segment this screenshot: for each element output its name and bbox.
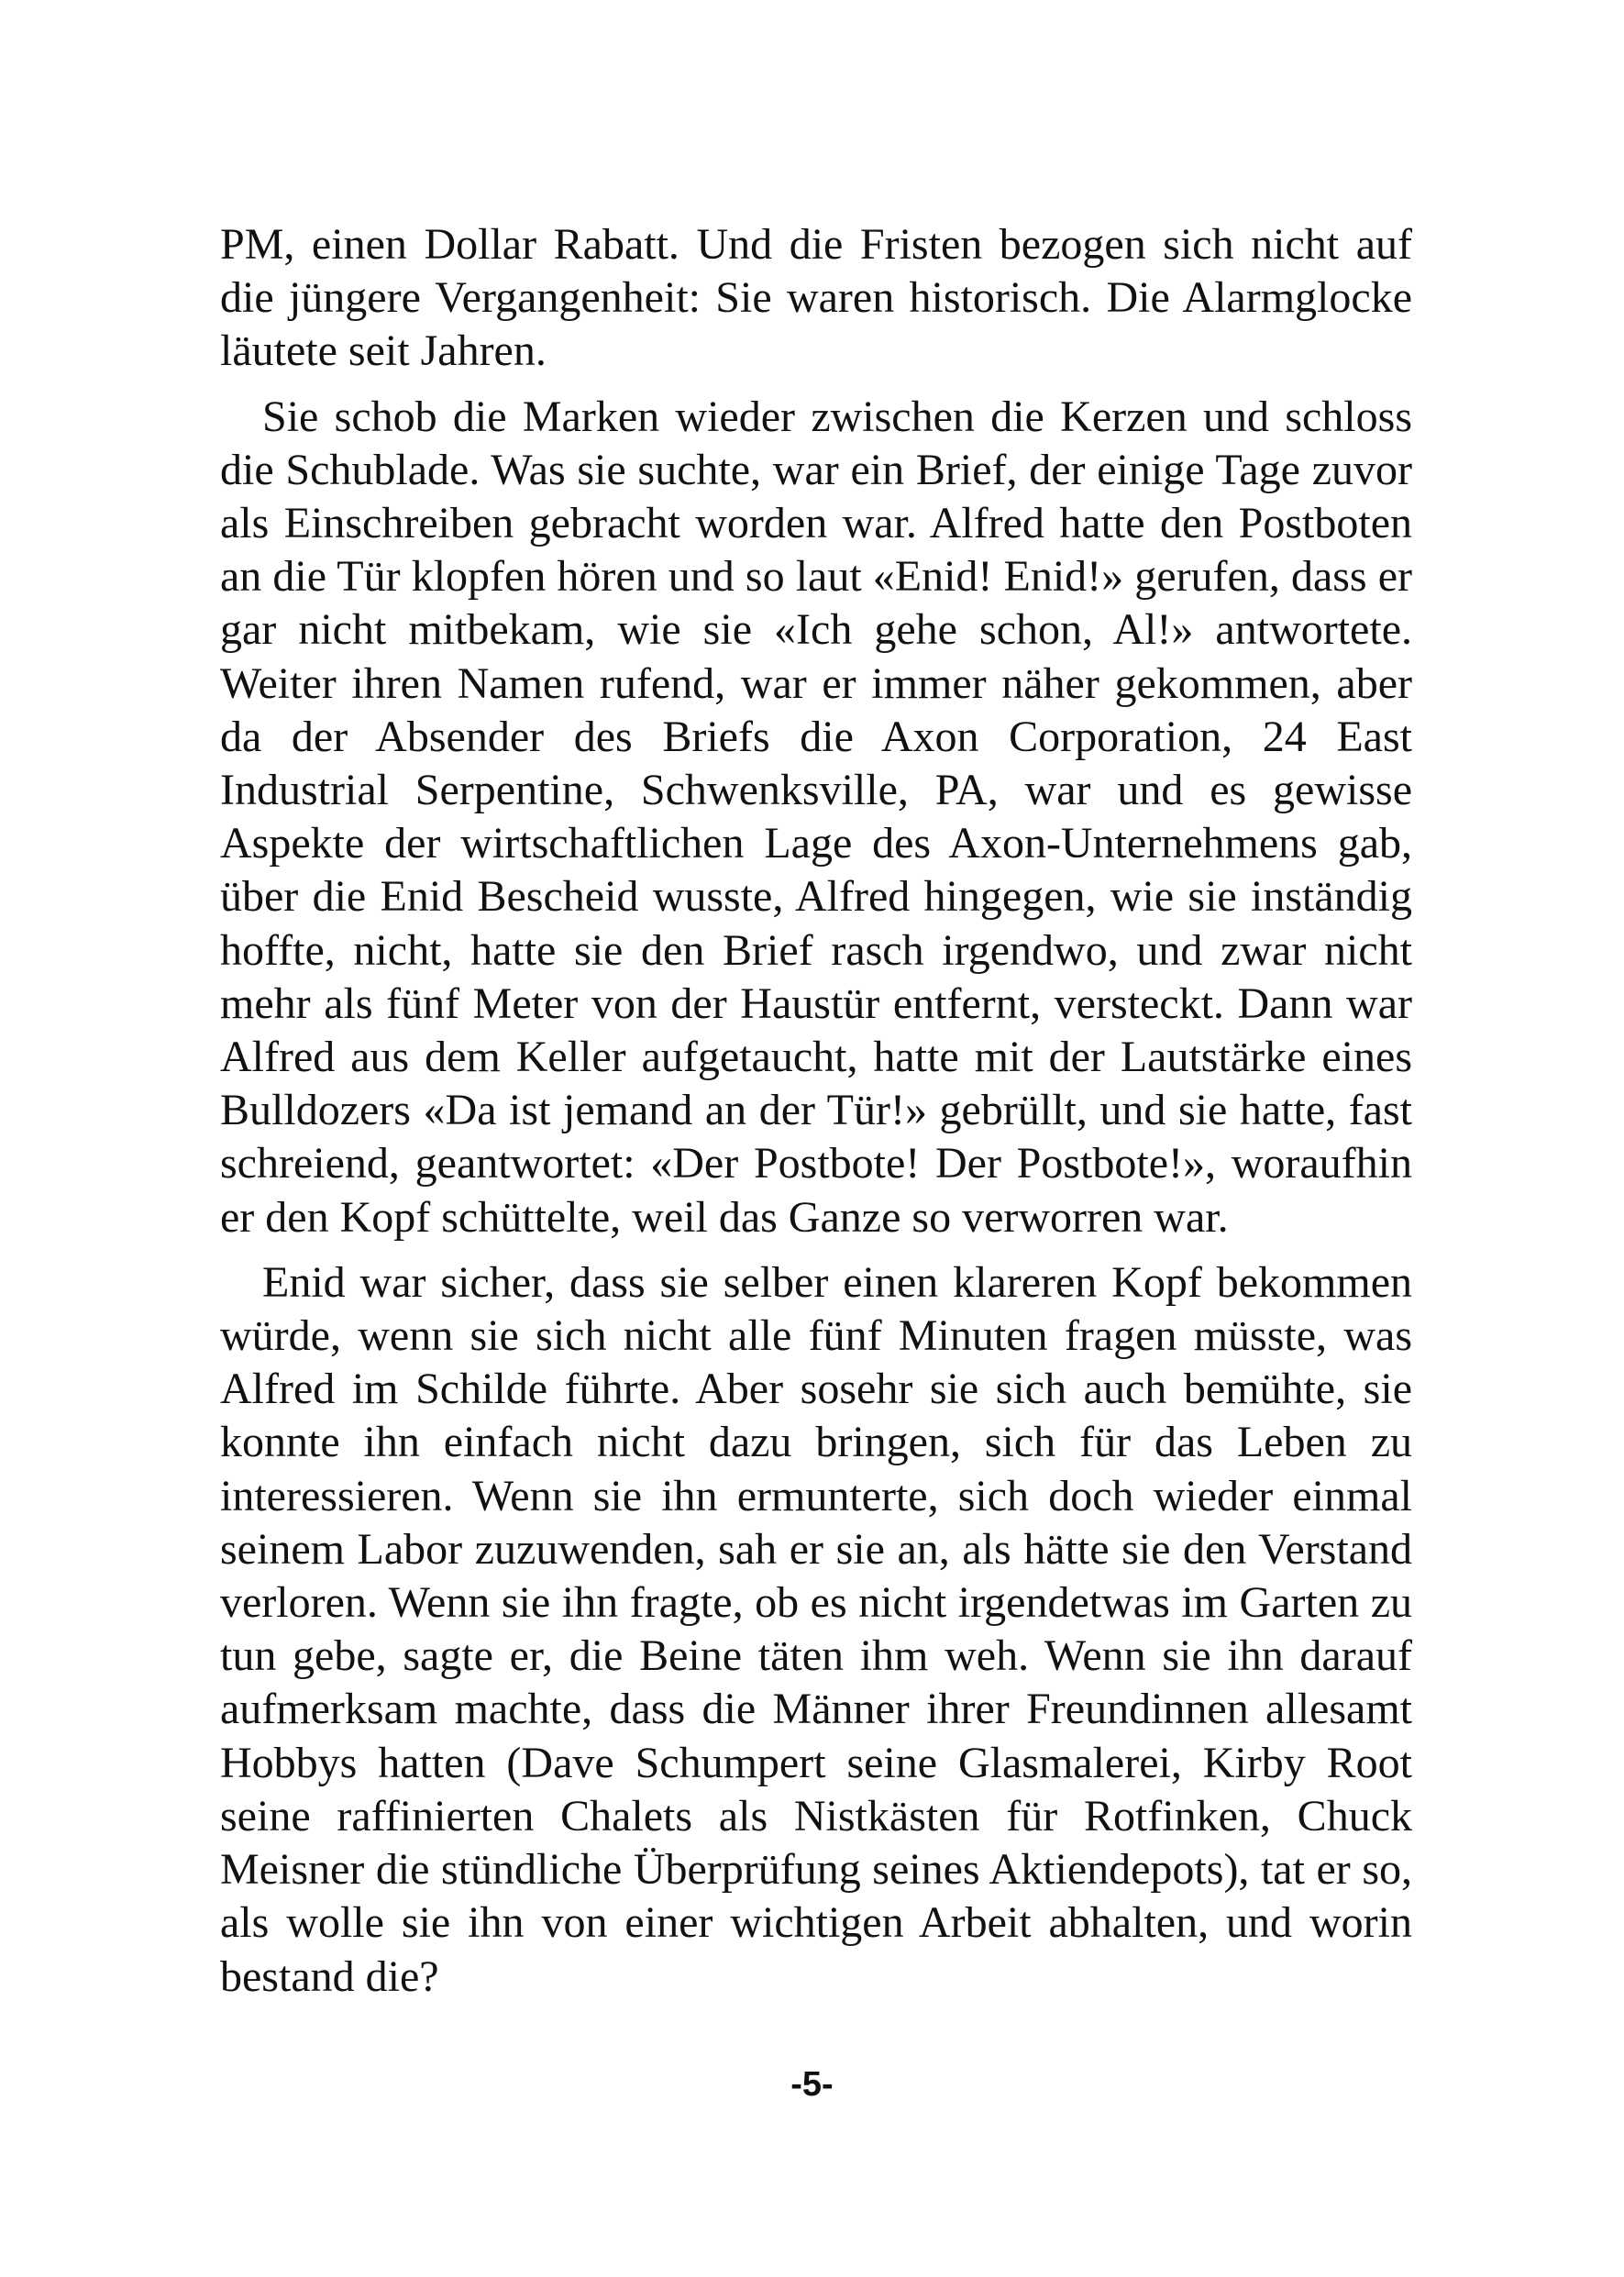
page-number: -5- [790,2065,834,2104]
paragraph-3: Enid war sicher, dass sie selber einen klareren Kopf bekommen würde, wenn sie sich nicht alle fünf Minuten fragen müsste, was Alfred im Schilde führte. Aber sosehr sie sich auch bemühte, sie konnte ihn einfach nicht dazu bringen, sich für das Leben zu interessieren. Wenn sie ihn ermunterte, sich doch wieder einmal seinem Labor zuzuwenden, sah er sie an, als hätte sie den Verstand verloren. Wenn sie ihn fragte, ob es nicht irgendetwas im Garten zu tun gebe, sagte er, die Beine täten ihm weh. Wenn sie ihn darauf aufmerksam machte, dass die Männer ihrer Freundinnen allesamt Hobbys hatten (Dave Schumpert seine Glasmalerei, Kirby Root seine raffinierten Chalets als Nistkästen für Rotfinken, Chuck Meisner die stündliche Überprüfung seines Aktiendepots), tat er so, als wolle sie ihn von einer wichtigen Arbeit abhalten, und worin bestand die? [220,1257,1412,2001]
paragraph-1: PM, einen Dollar Rabatt. Und die Fristen bezogen sich nicht auf die jüngere Vergangenheit: Sie waren historisch. Die Alarmglocke läutete seit Jahren. [220,220,1412,376]
paragraph-2: Sie schob die Marken wieder zwischen die Kerzen und schloss die Schublade. Was sie suchte, war ein Brief, der einige Tage zuvor als Einschreiben gebracht worden war. Alfred hatte den Postboten an die Tür klopfen hören und so laut «Enid! Enid!» gerufen, dass er gar nicht mitbekam, wie sie «Ich gehe schon, Al!» antwortete. Weiter ihren Namen rufend, war er immer näher gekommen, aber da der Absender des Briefs die Axon Corporation, 24 East Industrial Serpentine, Schwenksville, PA, war und es gewisse Aspekte der wirtschaftlichen Lage des Axon-Unternehmens gab, über die Enid Bescheid wusste, Alfred hingegen, wie sie inständig hoffte, nicht, hatte sie den Brief rasch irgendwo, und zwar nicht mehr als fünf Meter von der Haustür entfernt, versteckt. Dann war Alfred aus dem Keller aufgetaucht, hatte mit der Lautstärke eines Bulldozers «Da ist jemand an der Tür!» gebrüllt, und sie hatte, fast schreiend, geantwortet: «Der Postbote! Der Postbote!», woraufhin er den Kopf schüttelte, weil das Ganze so verworren war. [220,392,1412,1242]
body-text [220,218,1412,2004]
